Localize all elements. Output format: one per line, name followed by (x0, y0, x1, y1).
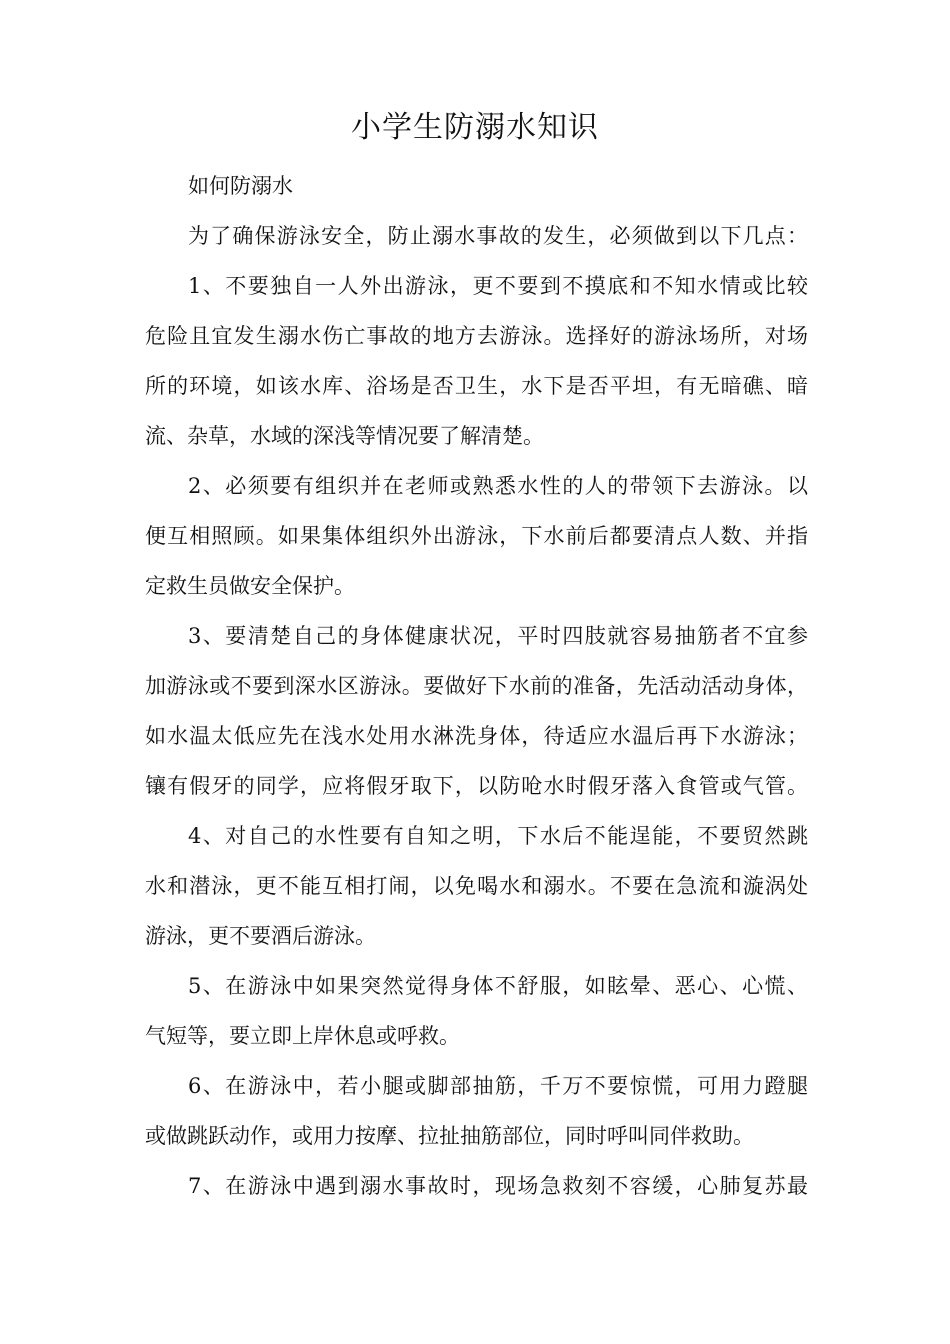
paragraph-line: 7、在游泳中遇到溺水事故时，现场急救刻不容缓，心肺复苏最 (188, 1174, 808, 1198)
document-title: 小学生防溺水知识 (351, 110, 599, 145)
intro-paragraph: 为了确保游泳安全，防止溺水事故的发生，必须做到以下几点： (188, 224, 808, 248)
paragraph-line: 3、要清楚自己的身体健康状况，平时四肢就容易抽筋者不宜参 (188, 624, 808, 648)
paragraph-line: 镶有假牙的同学，应将假牙取下，以防呛水时假牙落入食管或气管。 (145, 774, 808, 798)
paragraph-line: 气短等，要立即上岸休息或呼救。 (145, 1024, 460, 1048)
paragraph-line: 水和潜泳，更不能互相打闹，以免喝水和溺水。不要在急流和漩涡处 (145, 874, 808, 898)
paragraph-line: 游泳，更不要酒后游泳。 (145, 924, 376, 948)
subheading: 如何防溺水 (188, 174, 293, 198)
paragraph-line: 所的环境，如该水库、浴场是否卫生，水下是否平坦，有无暗礁、暗 (145, 374, 808, 398)
paragraph-line: 危险且宜发生溺水伤亡事故的地方去游泳。选择好的游泳场所，对场 (145, 324, 808, 348)
paragraph-line: 5、在游泳中如果突然觉得身体不舒服，如眩晕、恶心、心慌、 (188, 974, 808, 998)
paragraph-line: 流、杂草，水域的深浅等情况要了解清楚。 (145, 424, 544, 448)
paragraph-line: 加游泳或不要到深水区游泳。要做好下水前的准备，先活动活动身体， (145, 674, 808, 698)
paragraph-line: 定救生员做安全保护。 (145, 574, 355, 598)
paragraph-line: 6、在游泳中，若小腿或脚部抽筋，千万不要惊慌，可用力蹬腿 (188, 1074, 808, 1098)
paragraph-line: 1、不要独自一人外出游泳，更不要到不摸底和不知水情或比较 (188, 274, 808, 298)
paragraph-line: 4、对自己的水性要有自知之明，下水后不能逞能，不要贸然跳 (188, 824, 808, 848)
paragraph-line: 如水温太低应先在浅水处用水淋洗身体，待适应水温后再下水游泳； (145, 724, 808, 748)
paragraph-line: 或做跳跃动作，或用力按摩、拉扯抽筋部位，同时呼叫同伴救助。 (145, 1124, 754, 1148)
paragraph-line: 便互相照顾。如果集体组织外出游泳，下水前后都要清点人数、并指 (145, 524, 808, 548)
paragraph-line: 2、必须要有组织并在老师或熟悉水性的人的带领下去游泳。以 (188, 474, 808, 498)
